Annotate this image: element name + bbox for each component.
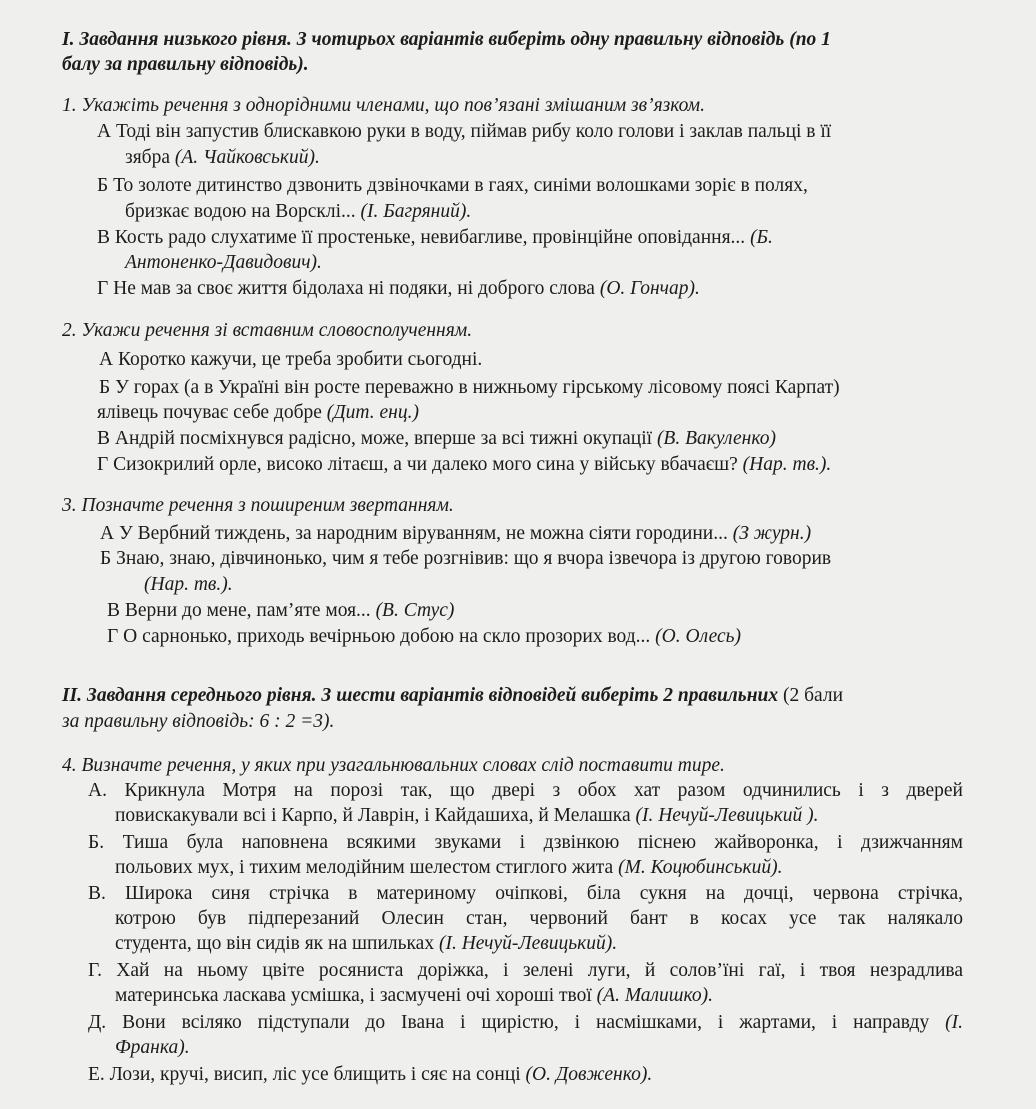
q4-option-c-source: (І. Нечуй-Левицький).: [438, 933, 618, 954]
q1-option-b-text: бризкає водою на Ворсклі...: [125, 201, 361, 222]
q1-option-b-source: (І. Багряний).: [360, 201, 472, 222]
q1-option-d: [97, 277, 700, 301]
q2-option-c: [97, 427, 776, 451]
section2-heading-line2: за правильну відповідь: 6 : 2 =3).: [62, 711, 335, 732]
q2-option-c-text: В Андрій посміхнувся радісно, може, вперше за всі тижні окупації: [97, 428, 657, 449]
q1-option-c-source1: (Б.: [750, 227, 773, 248]
q3-option-a: [100, 522, 811, 546]
q3-option-c-text: В Верни до мене, пам’яте моя...: [107, 600, 376, 621]
q4-option-b-line1: Б. Тиша була наповнена всякими звуками і дзвінкою піснею жайворонка, і дзижчанням: [88, 832, 963, 853]
section2-heading-bold: II. Завдання середнього рівня. З шести варіантів відповідей виберіть 2 правильних: [62, 685, 784, 706]
q3-option-a-source: (З журн.): [732, 523, 812, 544]
q3-option-d-source: (О. Олесь): [655, 626, 741, 647]
q4-option-f-source: (О. Довженко).: [525, 1064, 653, 1085]
q2-option-d-source: (Нар. тв.).: [742, 454, 832, 475]
q4-option-e-line2: Франка).: [115, 1037, 190, 1058]
q2-option-b-text: ялівець почуває себе добре: [97, 402, 327, 423]
q1-option-a-line1: А Тоді він запустив блискавкою руки в воду, піймав рибу коло голови і заклав пальці в її: [97, 121, 832, 142]
q1-option-a-source: (А. Чайковський).: [174, 147, 320, 168]
q2-option-d-text: Г Сизокрилий орле, високо літаєш, а чи далеко мого сина у війську вбачаєш?: [97, 454, 743, 475]
q4-option-e-line1: [88, 1011, 963, 1035]
q4-option-a-line2: [115, 804, 818, 828]
q4-option-c-line2: котрою був підперезаний Олесин стан, червоний бант в косах усе так налякало: [115, 908, 963, 929]
q4-option-b-text: польових мух, і тихим мелодійним шелестом стиглого жита: [115, 857, 619, 878]
q3-option-b-line1: Б Знаю, знаю, дівчинонько, чим я тебе розгнівив: що я вчора ізвечора із другою говорив: [100, 548, 832, 569]
q4-option-a-source: (І. Нечуй-Левицький ).: [635, 805, 819, 826]
q4-option-b-source: (М. Коцюбинський).: [618, 857, 783, 878]
q1-question: 1. Укажіть речення з однорідними членами, що пов’язані змішаним зв’язком.: [62, 95, 705, 116]
q2-option-b-line2: [97, 401, 419, 425]
q4-option-e-source1: (І.: [945, 1012, 963, 1033]
q2-option-c-source: (В. Вакуленко): [656, 428, 776, 449]
q1-option-b-line1: Б То золоте дитинство дзвонить дзвіночками в гаях, синіми волошками зоріє в полях,: [97, 175, 808, 196]
q1-option-a-line2: [125, 146, 320, 170]
q1-option-c-text: В Кость радо слухатиме її простеньке, невибагливе, провінційне оповідання...: [97, 227, 751, 248]
q2-option-d: [97, 453, 831, 477]
q4-option-b-line2: [115, 856, 783, 880]
q4-option-a-text: повискакували всі і Карпо, й Лаврін, і Кайдашиха, й Мелашка: [115, 805, 636, 826]
q4-option-d-line1: Г. Хай на ньому цвіте росяниста доріжка, і зелені луги, й солов’їні гаї, і твоя незрадлива: [88, 960, 963, 981]
q3-option-d: [107, 625, 741, 649]
q3-option-d-text: Г О сарнонько, приходь вечірньою добою на скло прозорих вод...: [107, 626, 656, 647]
q1-option-d-text: Г Не мав за своє життя бідолаха ні подяки, ні доброго слова: [97, 278, 600, 299]
q4-option-f-text: Е. Лози, кручі, висип, ліс усе блищить і сяє на сонці: [88, 1064, 526, 1085]
q4-option-d-text: материнська ласкава усмішка, і засмучені очі хороші твої: [115, 985, 597, 1006]
q4-option-c-text: студента, що він сидів як на шпильках: [115, 933, 439, 954]
q4-option-a-line1: А. Крикнула Мотря на порозі так, що двері з обох хат разом одчинились і з дверей: [88, 780, 963, 801]
q3-option-c: [107, 599, 454, 623]
q1-option-b-line2: [125, 200, 471, 224]
q3-option-a-text: А У Вербний тиждень, за народним віруванням, не можна сіяти городини...: [100, 523, 733, 544]
q4-option-f: [88, 1063, 652, 1087]
q2-option-a: А Коротко кажучи, це треба зробити сьогодні.: [99, 349, 483, 370]
q3-option-b-line2: (Нар. тв.).: [144, 574, 233, 595]
q1-option-d-source: (О. Гончар).: [599, 278, 700, 299]
section2-heading-rest: (2 бали: [783, 685, 844, 706]
q2-option-b-source: (Дит. енц.): [326, 402, 419, 423]
q1-option-c-line1: [97, 226, 773, 250]
q4-option-d-source: (А. Малишко).: [596, 985, 714, 1006]
q1-option-a-text: зябра: [125, 147, 175, 168]
q4-option-c-line3: [115, 932, 617, 956]
section2-heading-line1: [62, 684, 843, 708]
q3-option-c-source: (В. Стус): [375, 600, 455, 621]
q4-option-d-line2: [115, 984, 713, 1008]
q3-question: 3. Позначте речення з поширеним звертанням.: [62, 495, 454, 516]
q4-option-c-line1: В. Широка синя стрічка в материному очіпкові, біла сукня на дочці, червона стрічка,: [88, 883, 963, 904]
q4-option-e-text: Д. Вони всіляко підступали до Івана і щирістю, і насмішками, і жартами, і направду: [88, 1012, 946, 1033]
q1-option-c-line2: Антоненко-Давидович).: [125, 252, 322, 273]
section1-heading-line1: I. Завдання низького рівня. З чотирьох варіантів виберіть одну правильну відповідь (по 1: [62, 29, 831, 50]
section1-heading-line2: балу за правильну відповідь).: [62, 54, 309, 75]
q2-option-b-line1: Б У горах (а в Україні він росте переважно в нижньому гірському лісовому поясі Карпат): [99, 377, 840, 398]
q2-question: 2. Укажи речення зі вставним словосполученням.: [62, 320, 473, 341]
q4-question: 4. Визначте речення, у яких при узагальнювальних словах слід поставити тире.: [62, 755, 725, 776]
